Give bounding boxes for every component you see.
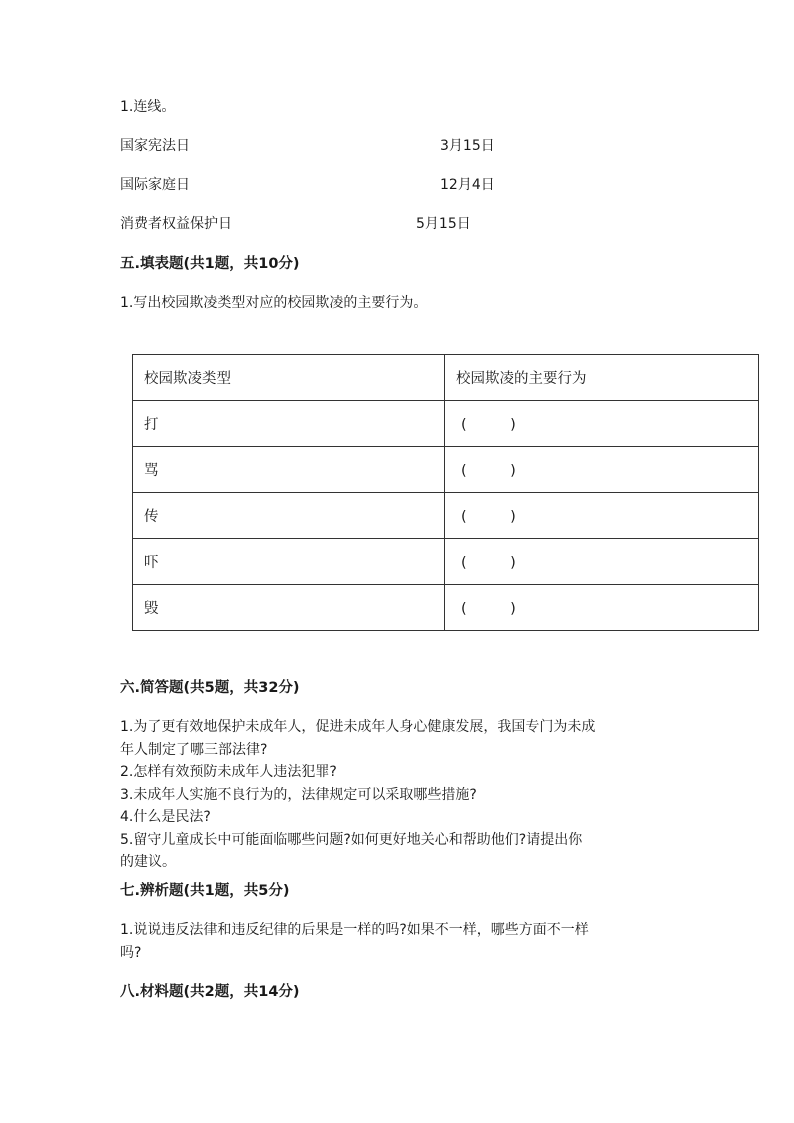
bullying-type-cell: 传 <box>133 493 445 539</box>
analysis-question <box>120 919 680 964</box>
question-line: 3.未成年人实施不良行为的，法律规定可以采取哪些措施? <box>120 786 477 803</box>
bullying-type-cell: 骂 <box>133 447 445 493</box>
question-line: 1.说说违反法律和违反纪律的后果是一样的吗?如果不一样，哪些方面不一样 <box>120 922 589 938</box>
table-row <box>133 401 759 447</box>
answer-blank-cell[interactable]: ( ) <box>445 447 759 493</box>
table-header-row <box>133 355 759 401</box>
section-heading: 六.简答题(共5题，共32分) <box>120 680 300 696</box>
matching-right-item: 3月15日 <box>440 138 495 154</box>
table-row <box>133 493 759 539</box>
question-line: 吗? <box>120 944 142 961</box>
answer-blank-cell[interactable]: ( ) <box>445 585 759 631</box>
question-line: 4.什么是民法? <box>120 809 211 825</box>
question-line: 2.怎样有效预防未成年人违法犯罪? <box>120 764 337 780</box>
section-heading: 七.辨析题(共1题，共5分) <box>120 883 290 899</box>
answer-blank-cell[interactable]: ( ) <box>445 401 759 447</box>
matching-left-item: 国家宪法日 <box>120 138 190 154</box>
table-row <box>133 447 759 493</box>
table-row <box>133 539 759 585</box>
short-answer-questions <box>120 716 680 874</box>
section-heading: 八.材料题(共2题，共14分) <box>120 984 300 1000</box>
table-row <box>133 585 759 631</box>
question-line: 1.为了更有效地保护未成年人，促进未成年人身心健康发展，我国专门为未成 <box>120 719 596 735</box>
question-line: 5.留守儿童成长中可能面临哪些问题?如何更好地关心和帮助他们?请提出你 <box>120 831 583 848</box>
table-header-cell: 校园欺凌的主要行为 <box>445 355 759 401</box>
bullying-type-cell: 打 <box>133 401 445 447</box>
question-line: 的建议。 <box>120 854 176 870</box>
section-heading: 五.填表题(共1题，共10分) <box>120 256 300 272</box>
fill-table-question: 1.写出校园欺凌类型对应的校园欺凌的主要行为。 <box>120 295 428 311</box>
matching-right-item: 12月4日 <box>440 177 495 193</box>
question-line: 年人制定了哪三部法律? <box>120 741 268 758</box>
answer-blank-cell[interactable]: ( ) <box>445 539 759 585</box>
answer-blank-cell[interactable]: ( ) <box>445 493 759 539</box>
matching-left-item: 国际家庭日 <box>120 177 190 193</box>
bullying-type-cell: 吓 <box>133 539 445 585</box>
bullying-table <box>132 354 759 631</box>
bullying-type-cell: 毁 <box>133 585 445 631</box>
matching-question: 1.连线。 <box>120 99 176 115</box>
table-header-cell: 校园欺凌类型 <box>133 355 445 401</box>
matching-left-item: 消费者权益保护日 <box>120 216 232 232</box>
matching-right-item: 5月15日 <box>416 216 471 232</box>
